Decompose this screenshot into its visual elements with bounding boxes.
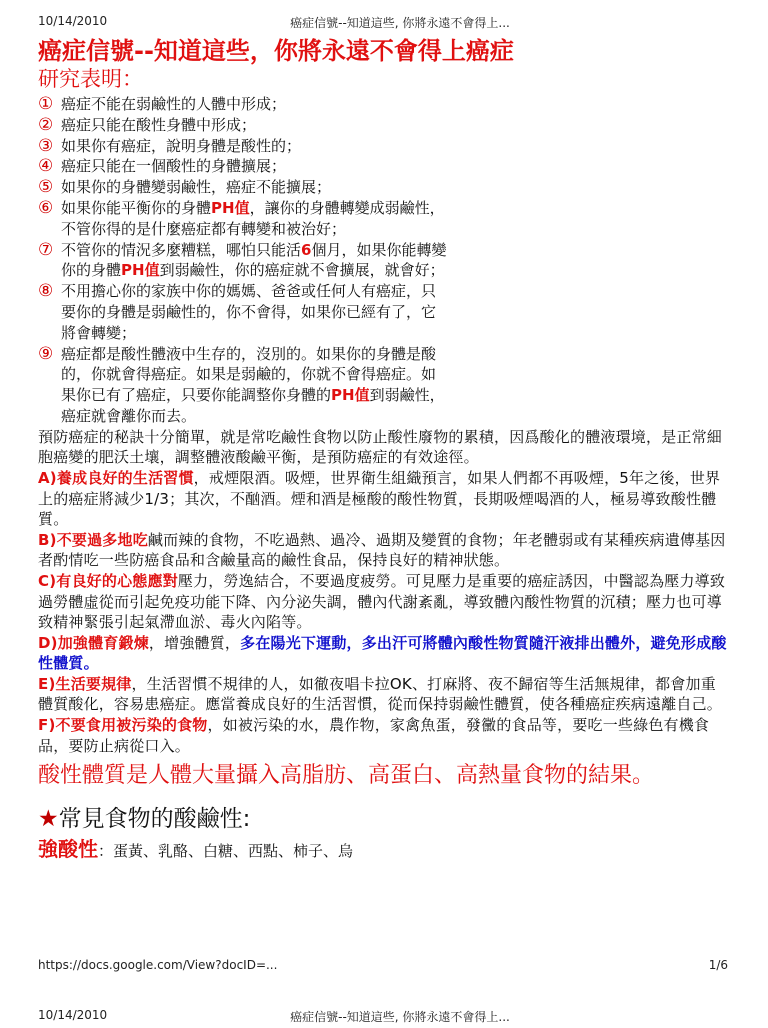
- conclusion: 酸性體質是人體大量攝入高脂肪、高蛋白、高熱量食物的結果。: [38, 763, 655, 789]
- list-item: [38, 94, 448, 115]
- item-text: 癌症只能在一個酸性的身體擴展；: [61, 157, 287, 176]
- item-text-part: 到弱鹼性，癌症就會離你而去。: [61, 386, 445, 425]
- section-body: ，如被污染的水，農作物，家禽魚蛋，發黴的食品等，要吃一些綠色有機食品，要防止病從口入。: [38, 716, 710, 755]
- header-date: 10/14/2010: [38, 14, 108, 28]
- item-text-part: 個月，如果你能轉變你的身體: [61, 240, 447, 280]
- item-text: 如果你有癌症，說明身體是酸性的；: [61, 136, 302, 155]
- next-header-title: 癌症信號--知道這些, 你將永遠不會得上...: [290, 1010, 510, 1024]
- section-body: ，戒煙限酒。吸煙，世界衛生組織預言，如果人們都不再吸煙，5年之後，世界上的癌症將減少1/3；其次，不酗酒。煙和酒是極酸的酸性物質，長期吸煙喝酒的人，極易導致酸性體質。: [38, 468, 721, 529]
- page-title: 癌症信號--知道這些，你將永遠不會得上癌症: [38, 37, 514, 65]
- item-text: [60, 198, 448, 240]
- list-item: [38, 115, 448, 136]
- list-item: [38, 136, 448, 157]
- section-heading: C)有良好的心態應對: [38, 571, 178, 590]
- list-item: [38, 281, 448, 343]
- item-text-part: 不管你的情況多麼糟糕，哪怕只能活: [61, 240, 302, 259]
- section-title-text: 常見食物的酸鹼性:: [58, 806, 251, 833]
- section-body: 鹹而辣的食物，不吃過熱、過冷、過期及變質的食物；年老體弱或有某種疾病遺傳基因者酌情吃一些防癌食品和含鹼量高的鹼性食品，保持良好的精神狀態。: [38, 530, 726, 570]
- list-item: [38, 156, 448, 177]
- item-text: 癌症不能在弱鹼性的人體中形成；: [61, 95, 287, 113]
- section-list: [38, 468, 728, 756]
- next-header-date: 10/14/2010: [38, 1008, 108, 1022]
- ph-highlight: PH值: [331, 386, 370, 405]
- item-number: ⑦: [38, 239, 54, 260]
- item-text: 癌症只能在酸性身體中形成；: [61, 115, 257, 134]
- item-number: ④: [38, 156, 54, 177]
- list-item: [38, 198, 448, 240]
- section-heading: A)養成良好的生活習慣: [38, 468, 194, 487]
- section-body: 壓力，勞逸結合，不要過度疲勞。可見壓力是重要的癌症誘因，中醫認為壓力導致過勞體虛從而引起免疫功能下降、內分泌失調，體內代謝紊亂，導致體內酸性物質的沉積；壓力也可導致精神緊張引起氣滯血淤、毒火內陷等。: [38, 571, 726, 632]
- item-text-part: 癌症都是酸性體液中生存的，沒別的。如果你的身體是酸的，你就會得癌症。如果是弱鹼的，你就不會得癌症。如果你已有了癌症，只要你能調整你身體的: [61, 344, 437, 405]
- list-item: [38, 177, 448, 198]
- subtitle: 研究表明：: [38, 67, 143, 91]
- item-text: [60, 344, 448, 427]
- section-paragraph: [38, 715, 728, 756]
- section-paragraph: [38, 468, 728, 530]
- list-item: [38, 344, 448, 427]
- item-text: 如果你的身體變弱鹼性，癌症不能擴展；: [61, 178, 332, 197]
- ph-highlight: 6: [301, 240, 312, 259]
- item-text-part: ，讓你的身體轉變成弱鹼性，不管你得的是什麼癌症都有轉變和被治好；: [61, 198, 445, 238]
- section-paragraph: [38, 530, 728, 571]
- ph-highlight: PH值: [121, 261, 160, 280]
- page-header: [0, 14, 768, 34]
- footer-page-number: 1/6: [708, 958, 728, 972]
- section-paragraph: [38, 633, 728, 674]
- item-text-part: 到弱鹼性，你的癌症就不會擴展，就會好；: [159, 261, 445, 280]
- item-number: ①: [38, 94, 54, 114]
- item-number: ⑤: [38, 177, 54, 198]
- item-text: 不用擔心你的家族中你的媽媽、爸爸或任何人有癌症，只要你的身體是弱鹼性的，你不會得，如果你已經有了，它將會轉變；: [61, 282, 437, 342]
- header-title: 癌症信號--知道這些, 你將永遠不會得上...: [290, 16, 510, 30]
- intro-paragraph: 預防癌症的秘訣十分簡單，就是常吃鹼性食物以防止酸性廢物的累積，因爲酸化的體液環境，是正常細胞癌變的肥沃土壤，調整體液酸鹼平衡，是預防癌症的有效途徑。: [38, 427, 723, 467]
- item-number: ⑨: [38, 343, 54, 364]
- section-paragraph: [38, 674, 728, 715]
- section-body: ，增強體質，: [148, 633, 241, 652]
- section-paragraph: [38, 571, 728, 633]
- section-heading: B)不要過多地吃: [38, 530, 148, 549]
- finding-list: [38, 94, 728, 427]
- next-page-header: [0, 1008, 768, 1028]
- strong-acid-label: 強酸性: [38, 837, 98, 862]
- strong-acid-foods: ：蛋黃、乳酪、白糖、西點、柿子、烏: [98, 842, 354, 861]
- food-list-line: [38, 838, 728, 862]
- footer-url: https://docs.google.com/View?docID=...: [38, 958, 278, 972]
- section-heading: F)不要食用被污染的食物: [38, 716, 208, 735]
- star-icon: ★: [38, 806, 59, 833]
- list-item: [38, 240, 448, 282]
- item-number: ⑧: [38, 281, 54, 302]
- item-number: ③: [38, 135, 54, 156]
- ph-highlight: PH值: [211, 198, 250, 217]
- section-body: ，生活習慣不規律的人，如徹夜唱卡拉OK、打麻將、夜不歸宿等生活無規律，都會加重體質酸化，容易患癌症。應當養成良好的生活習慣，從而保持弱鹼性體質，使各種癌症疾病遠離自己。: [38, 674, 723, 714]
- item-text: [60, 240, 448, 282]
- document-body: [38, 36, 728, 954]
- item-number: ②: [38, 114, 54, 135]
- page-footer: [38, 958, 728, 974]
- section-highlight: 多在陽光下運動，多出汗可將體內酸性物質隨汗液排出體外，避免形成酸性體質。: [38, 633, 727, 673]
- item-text-part: 如果你能平衡你的身體: [61, 198, 212, 217]
- section-title: [38, 804, 728, 834]
- item-number: ⑥: [38, 197, 54, 218]
- section-heading: E)生活要規律: [38, 674, 132, 693]
- section-heading: D)加強體育鍛煉: [38, 633, 149, 652]
